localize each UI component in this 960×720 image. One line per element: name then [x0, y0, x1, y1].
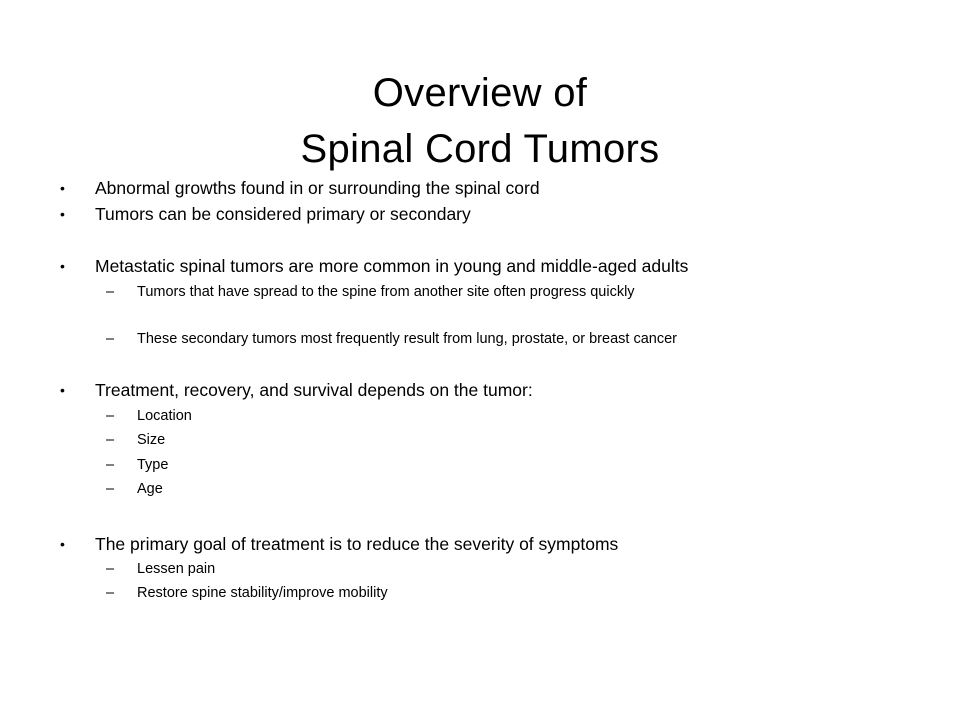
- sub-bullet-item: – Age: [137, 479, 163, 499]
- sub-bullet-item: – Location: [137, 406, 192, 426]
- sub-bullet-item: – Type: [137, 455, 168, 475]
- bullet-item: • Metastatic spinal tumors are more common in young and middle-aged adults: [95, 255, 688, 277]
- bullet-item: • Tumors can be considered primary or secondary: [95, 203, 471, 225]
- sub-bullet-item: – Restore spine stability/improve mobility: [137, 583, 388, 603]
- sub-bullet-item: – Lessen pain: [137, 559, 215, 579]
- bullet-item: • Treatment, recovery, and survival depends on the tumor:: [95, 379, 533, 401]
- bullet-item: • Abnormal growths found in or surrounding the spinal cord: [95, 177, 540, 199]
- sub-bullet-item: – Size: [137, 430, 165, 450]
- title-line-1: Overview of: [372, 70, 588, 115]
- sub-bullet-item: – These secondary tumors most frequently result from lung, prostate, or breast cancer: [137, 329, 677, 349]
- title-line-2: Spinal Cord Tumors: [300, 126, 660, 171]
- sub-bullet-item: – Tumors that have spread to the spine from another site often progress quickly: [137, 282, 635, 302]
- bullet-item: • The primary goal of treatment is to reduce the severity of symptoms: [95, 533, 618, 555]
